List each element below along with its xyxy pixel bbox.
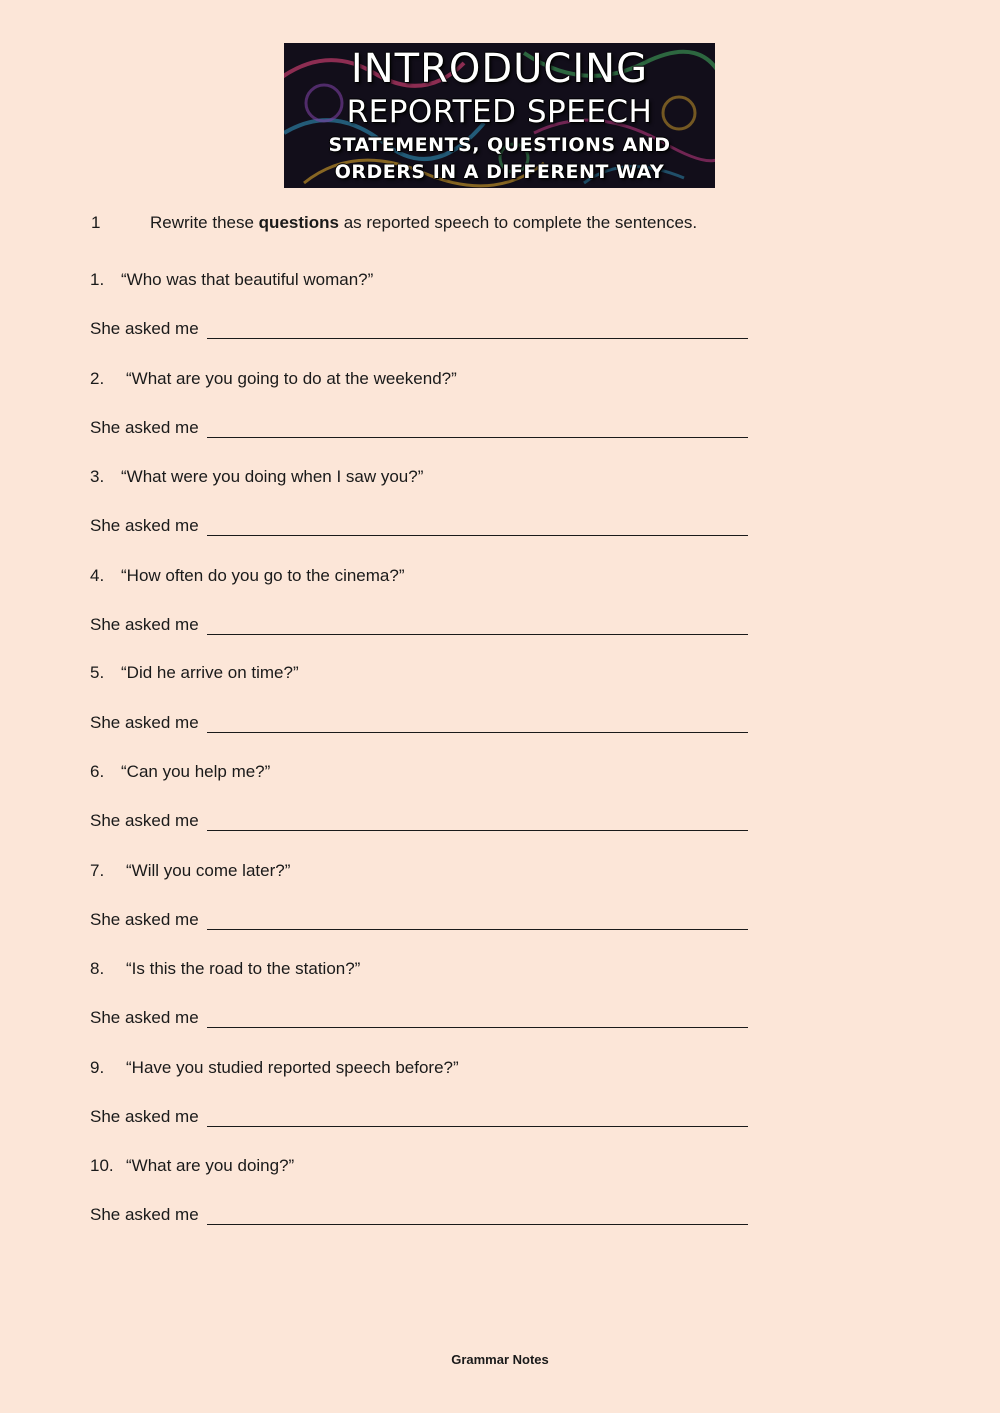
question-text: “What are you going to do at the weekend?” bbox=[126, 369, 457, 388]
question-item bbox=[90, 566, 405, 586]
question-text: “Did he arrive on time?” bbox=[121, 663, 299, 682]
answer-prompt: She asked me bbox=[90, 811, 199, 830]
answer-prompt: She asked me bbox=[90, 713, 199, 732]
answer-prompt: She asked me bbox=[90, 910, 199, 929]
answer-line[interactable] bbox=[90, 319, 750, 339]
exercise-instruction bbox=[91, 213, 697, 233]
question-text: “Have you studied reported speech before?” bbox=[126, 1058, 459, 1077]
answer-blank[interactable] bbox=[207, 1224, 748, 1225]
banner-line-2: REPORTED SPEECH bbox=[346, 94, 653, 130]
exercise-number: 1 bbox=[91, 213, 101, 232]
answer-line[interactable] bbox=[90, 1107, 750, 1127]
question-item bbox=[90, 663, 299, 683]
question-text: “Will you come later?” bbox=[126, 861, 291, 880]
answer-line[interactable] bbox=[90, 615, 750, 635]
question-item bbox=[90, 1058, 459, 1078]
banner-line-3: STATEMENTS, QUESTIONS AND bbox=[328, 134, 671, 156]
question-number: 2. bbox=[90, 369, 105, 388]
question-text: “Who was that beautiful woman?” bbox=[121, 270, 374, 289]
instruction-bold-word: questions bbox=[258, 213, 339, 232]
answer-blank[interactable] bbox=[207, 338, 748, 339]
answer-prompt: She asked me bbox=[90, 1205, 199, 1224]
answer-prompt: She asked me bbox=[90, 1107, 199, 1126]
answer-line[interactable] bbox=[90, 418, 750, 438]
question-text: “What are you doing?” bbox=[126, 1156, 295, 1175]
question-item bbox=[90, 369, 457, 389]
answer-line[interactable] bbox=[90, 713, 750, 733]
question-item bbox=[90, 959, 360, 979]
answer-line[interactable] bbox=[90, 1205, 750, 1225]
question-number: 9. bbox=[90, 1058, 105, 1077]
page-footer: Grammar Notes bbox=[451, 1352, 549, 1367]
answer-blank[interactable] bbox=[207, 929, 748, 930]
answer-blank[interactable] bbox=[207, 535, 748, 536]
question-item bbox=[90, 1156, 294, 1176]
answer-blank[interactable] bbox=[207, 1027, 748, 1028]
answer-prompt: She asked me bbox=[90, 418, 199, 437]
answer-blank[interactable] bbox=[207, 732, 748, 733]
question-number: 8. bbox=[90, 959, 105, 978]
question-text: “Can you help me?” bbox=[121, 762, 271, 781]
question-number: 4. bbox=[90, 566, 105, 585]
answer-blank[interactable] bbox=[207, 830, 748, 831]
answer-prompt: She asked me bbox=[90, 1008, 199, 1027]
instruction-text-after: as reported speech to complete the sentences. bbox=[338, 213, 698, 232]
answer-blank[interactable] bbox=[207, 634, 748, 635]
answer-prompt: She asked me bbox=[90, 516, 199, 535]
title-banner bbox=[284, 43, 715, 188]
question-item bbox=[90, 762, 270, 782]
answer-blank[interactable] bbox=[207, 1126, 748, 1127]
banner-line-4: ORDERS IN A DIFFERENT WAY bbox=[334, 161, 665, 183]
question-item bbox=[90, 861, 290, 881]
question-number: 5. bbox=[90, 663, 105, 682]
question-item bbox=[90, 467, 423, 487]
question-text: “What were you doing when I saw you?” bbox=[121, 467, 424, 486]
question-number: 1. bbox=[90, 270, 105, 289]
question-number: 6. bbox=[90, 762, 105, 781]
question-text: “Is this the road to the station?” bbox=[126, 959, 361, 978]
question-item bbox=[90, 270, 373, 290]
answer-line[interactable] bbox=[90, 516, 750, 536]
answer-line[interactable] bbox=[90, 811, 750, 831]
answer-prompt: She asked me bbox=[90, 615, 199, 634]
answer-line[interactable] bbox=[90, 910, 750, 930]
answer-line[interactable] bbox=[90, 1008, 750, 1028]
banner-line-1: INTRODUCING bbox=[350, 46, 649, 92]
question-number: 7. bbox=[90, 861, 105, 880]
question-number: 3. bbox=[90, 467, 105, 486]
answer-blank[interactable] bbox=[207, 437, 748, 438]
question-number: 10. bbox=[90, 1156, 114, 1175]
question-text: “How often do you go to the cinema?” bbox=[121, 566, 405, 585]
answer-prompt: She asked me bbox=[90, 319, 199, 338]
instruction-text-before: Rewrite these bbox=[150, 213, 259, 232]
